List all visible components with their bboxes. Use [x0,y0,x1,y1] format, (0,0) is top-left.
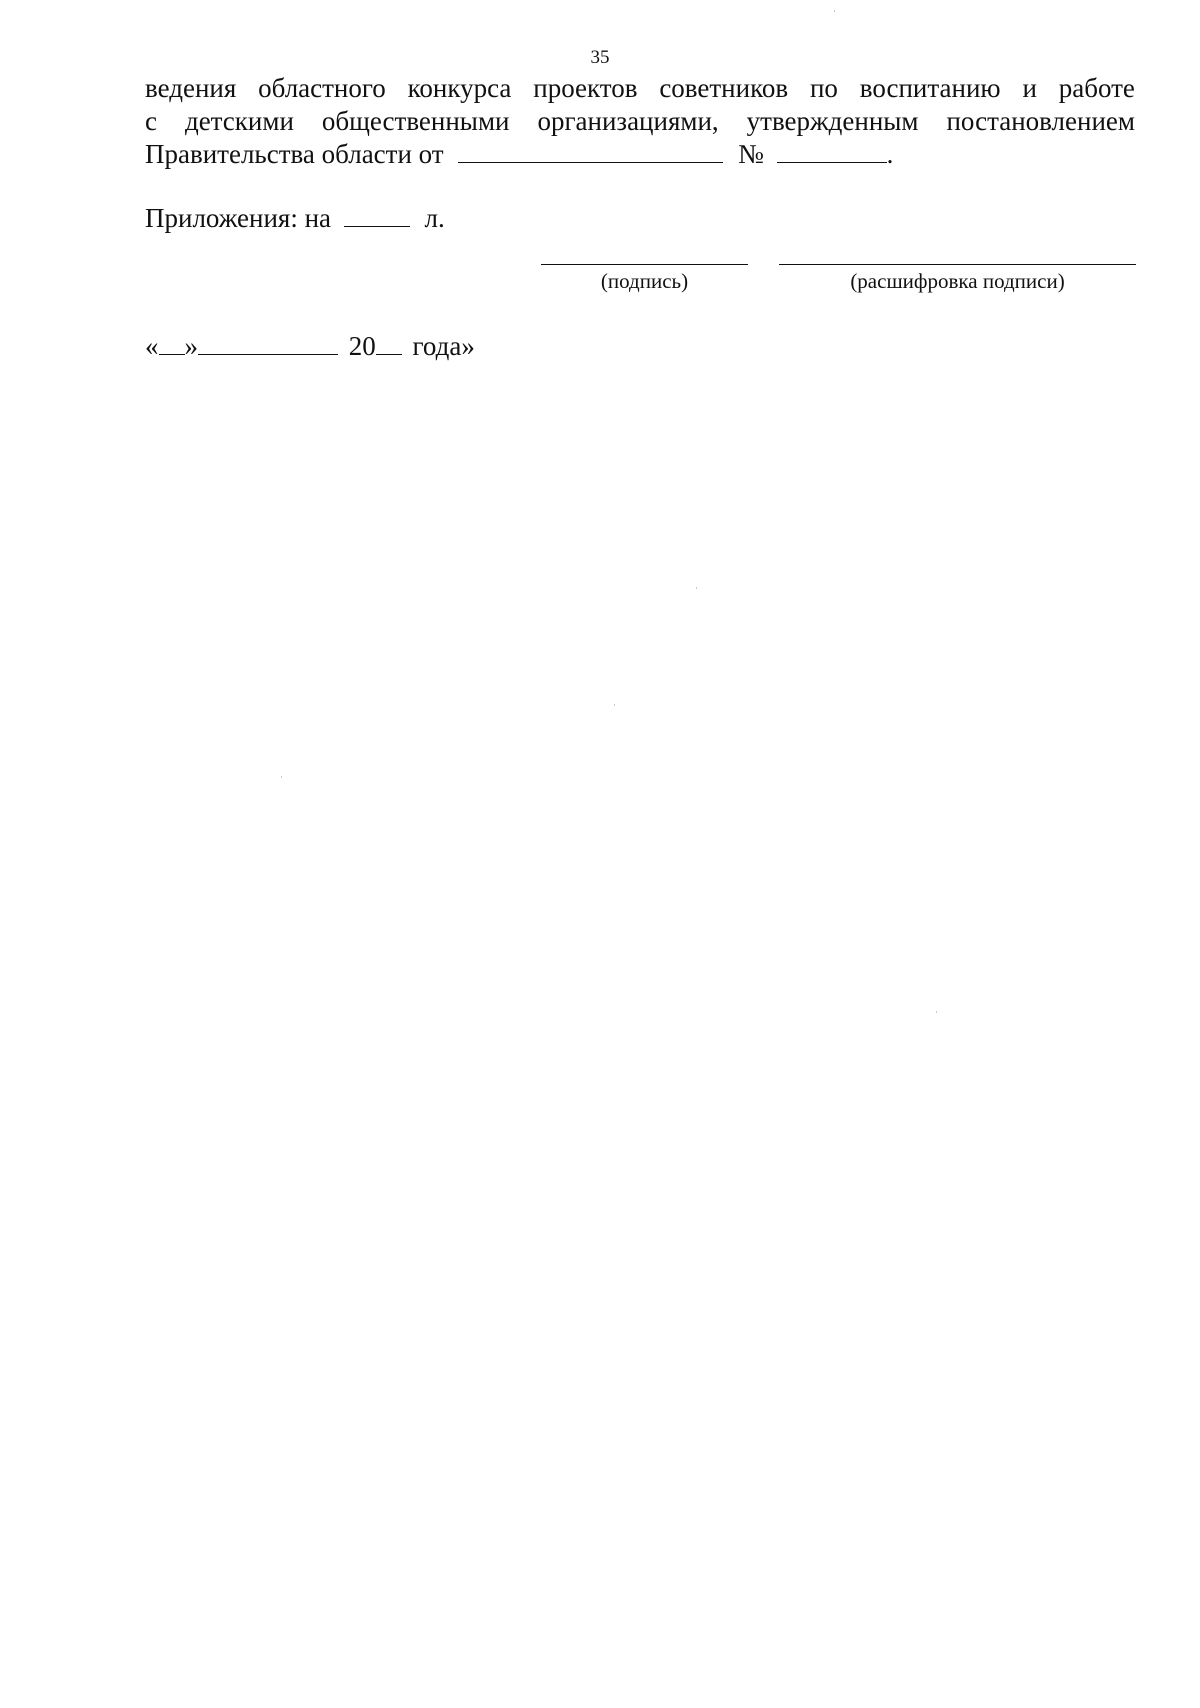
appendix-suffix: л. [424,203,445,233]
signature-line [541,264,748,265]
body-line-2 [145,105,1135,138]
transcript-line [779,264,1136,265]
number-blank [777,140,887,163]
scan-speck [696,587,697,589]
page-number: 35 [590,47,610,68]
year-suffix: года» [412,331,475,361]
word: работе [1058,73,1135,103]
scan-speck [614,704,615,706]
date-blank [458,140,723,163]
body-line-3-end: . [886,139,894,169]
sheets-blank [344,204,410,227]
body-line-3 [145,138,1135,171]
appendix-prefix: Приложения: на [145,203,332,233]
transcript-caption: (расшифровка подписи) [850,269,1065,293]
scan-speck [834,10,835,12]
year-prefix: 20 [348,331,376,361]
word: детскими [184,106,294,136]
day-blank [159,332,185,355]
word: воспитанию [859,73,1001,103]
word: и [1022,73,1037,103]
word: по [809,73,838,103]
word: утвержденным [746,106,919,136]
word: проектов [533,73,638,103]
signature-caption: (подпись) [600,269,689,293]
word: советников [659,73,789,103]
scan-speck [281,776,282,778]
word: общественными [321,106,510,136]
date-open-quote: « [145,331,159,361]
scan-speck [936,1011,937,1013]
number-sign: № [738,139,764,169]
word: ведения [145,73,237,103]
month-blank [198,332,338,355]
date-close-quote: » [184,331,198,361]
year-blank [376,332,402,355]
word: конкурса [407,73,512,103]
body-line-3-prefix: Правительства области от [145,139,444,169]
body-line-1 [145,72,1135,105]
word: областного [258,73,386,103]
word: постановлением [946,106,1135,136]
word: с [145,106,157,136]
date-line [145,330,475,363]
word: организациями, [537,106,719,136]
appendix-line [145,202,445,235]
